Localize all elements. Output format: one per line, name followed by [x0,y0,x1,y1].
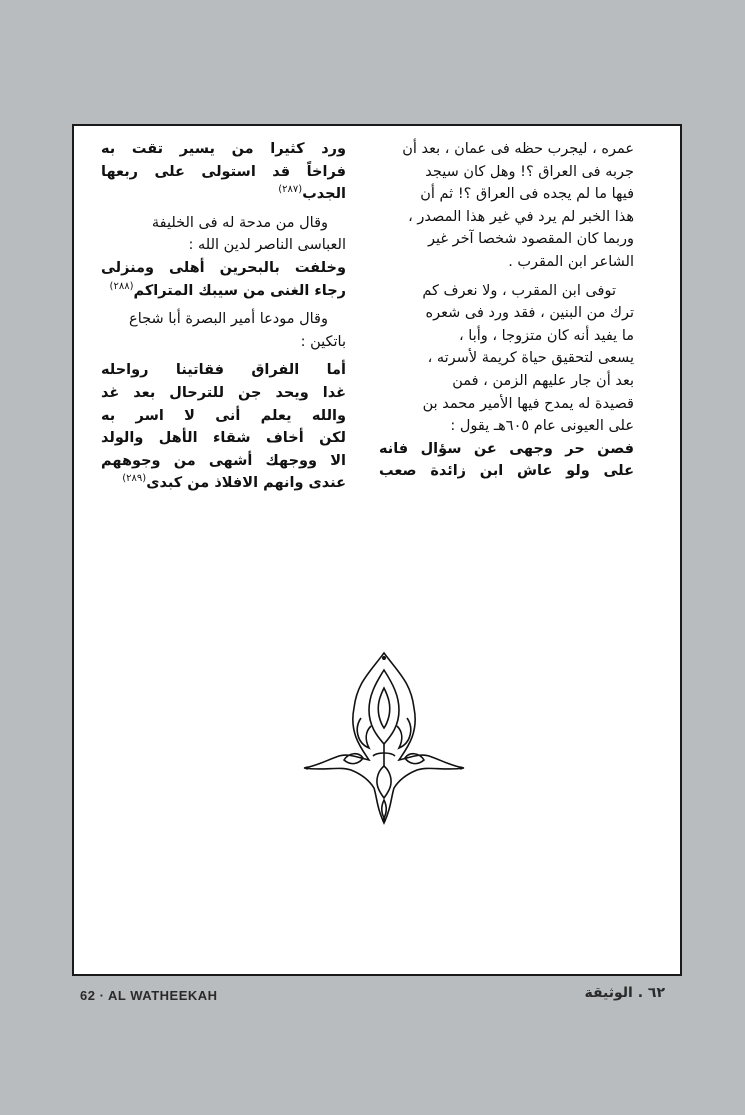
footer-page-label-latin: 62 · AL WATHEEKAH [80,988,218,1003]
poem-verse: أما الفراق فقاتينا رواحله [101,362,346,379]
footnote-ref: (٢٨٧) [278,184,303,196]
body-text-line: باتكين : [300,333,346,350]
body-text-line: جربه فى العراق ؟! وهل كان سيجد [425,163,634,180]
poem-verse [101,472,346,495]
right-paragraph-2 [379,280,634,438]
body-text-line: ترك من البنين ، فقد ورد فى شعره [425,305,634,322]
poem-verse: والله يعلم أنى لا اسر به [101,407,346,424]
poem-verse: لكن أخاف شقاء الأهل والولد [101,430,346,447]
left-paragraph-1 [101,212,346,257]
poem-verse: الا ووجهك أشهى من وجوههم [101,452,346,469]
body-text-line: وقال من مدحة له فى الخليفة [151,214,328,231]
body-text-line: الشاعر ابن المقرب . [508,253,634,270]
footnote-ref: (٢٨٨) [109,280,134,292]
poem-verse: على ولو عاش ابن زائدة صعب [379,463,634,480]
poem-verse: ورد كثيرا من يسير تقت به [101,141,346,157]
left-paragraph-2 [101,308,346,353]
left-column [101,138,346,495]
body-text-line: يسعى لتحقيق حياة كريمة لأسرته ، [427,350,634,367]
verse-text: رجاء الغنى من سيبك المتراكم [133,282,346,299]
body-text-line: بعد أن جار عليهم الزمن ، فمن [452,372,634,389]
footnote-ref: (٢٨٩) [122,473,147,485]
body-text-line: توفى ابن المقرب ، ولا نعرف كم [422,282,616,299]
body-text-line: العباسى الناصر لدين الله : [188,237,346,254]
arabesque-floral-ornament-icon [299,648,469,828]
poem-verse: فصن حر وجهى عن سؤال فانه [379,440,634,457]
body-text-line: فيها ما لم يجده فى العراق ؟! ثم أن [420,186,634,203]
right-column [379,138,634,483]
body-text-line: ما يفيد أنه كان متزوجا ، وأبا ، [459,327,634,344]
poem-block [101,359,346,472]
body-text-line: وقال مودعا أمير البصرة أبا شجاع [129,311,328,328]
poem-verse: غدا ويحد جن للترحال بعد غد [101,384,346,401]
body-text-line: وربما كان المقصود شخصا آخر غير [428,231,634,248]
body-text-line: على العيونى عام ٦٠٥هـ يقول : [450,418,634,435]
verse-end-word: الجدب [302,186,346,203]
page-frame [72,124,682,976]
poem-verse-end [101,183,346,206]
footer-page-label-arabic: ٦٢ . الوثيقة [584,985,665,1001]
body-text-line: عمره ، ليجرب حظه فى عمان ، بعد أن [402,141,634,157]
right-paragraph-1 [379,138,634,274]
poem-verse: وخلفت بالبحرين أهلى ومنزلى [101,259,346,276]
body-text-line: هذا الخبر لم يرد في غير هذا المصدر ، [408,208,634,225]
poem-verse [101,280,346,303]
body-text-line: قصيدة له يمدح فيها الأمير محمد بن [422,395,634,412]
verse-text: عندى وانهم الافلاذ من كبدى [146,475,346,492]
poem-verse: فراخاً قد استولى على ربعها [101,163,346,180]
